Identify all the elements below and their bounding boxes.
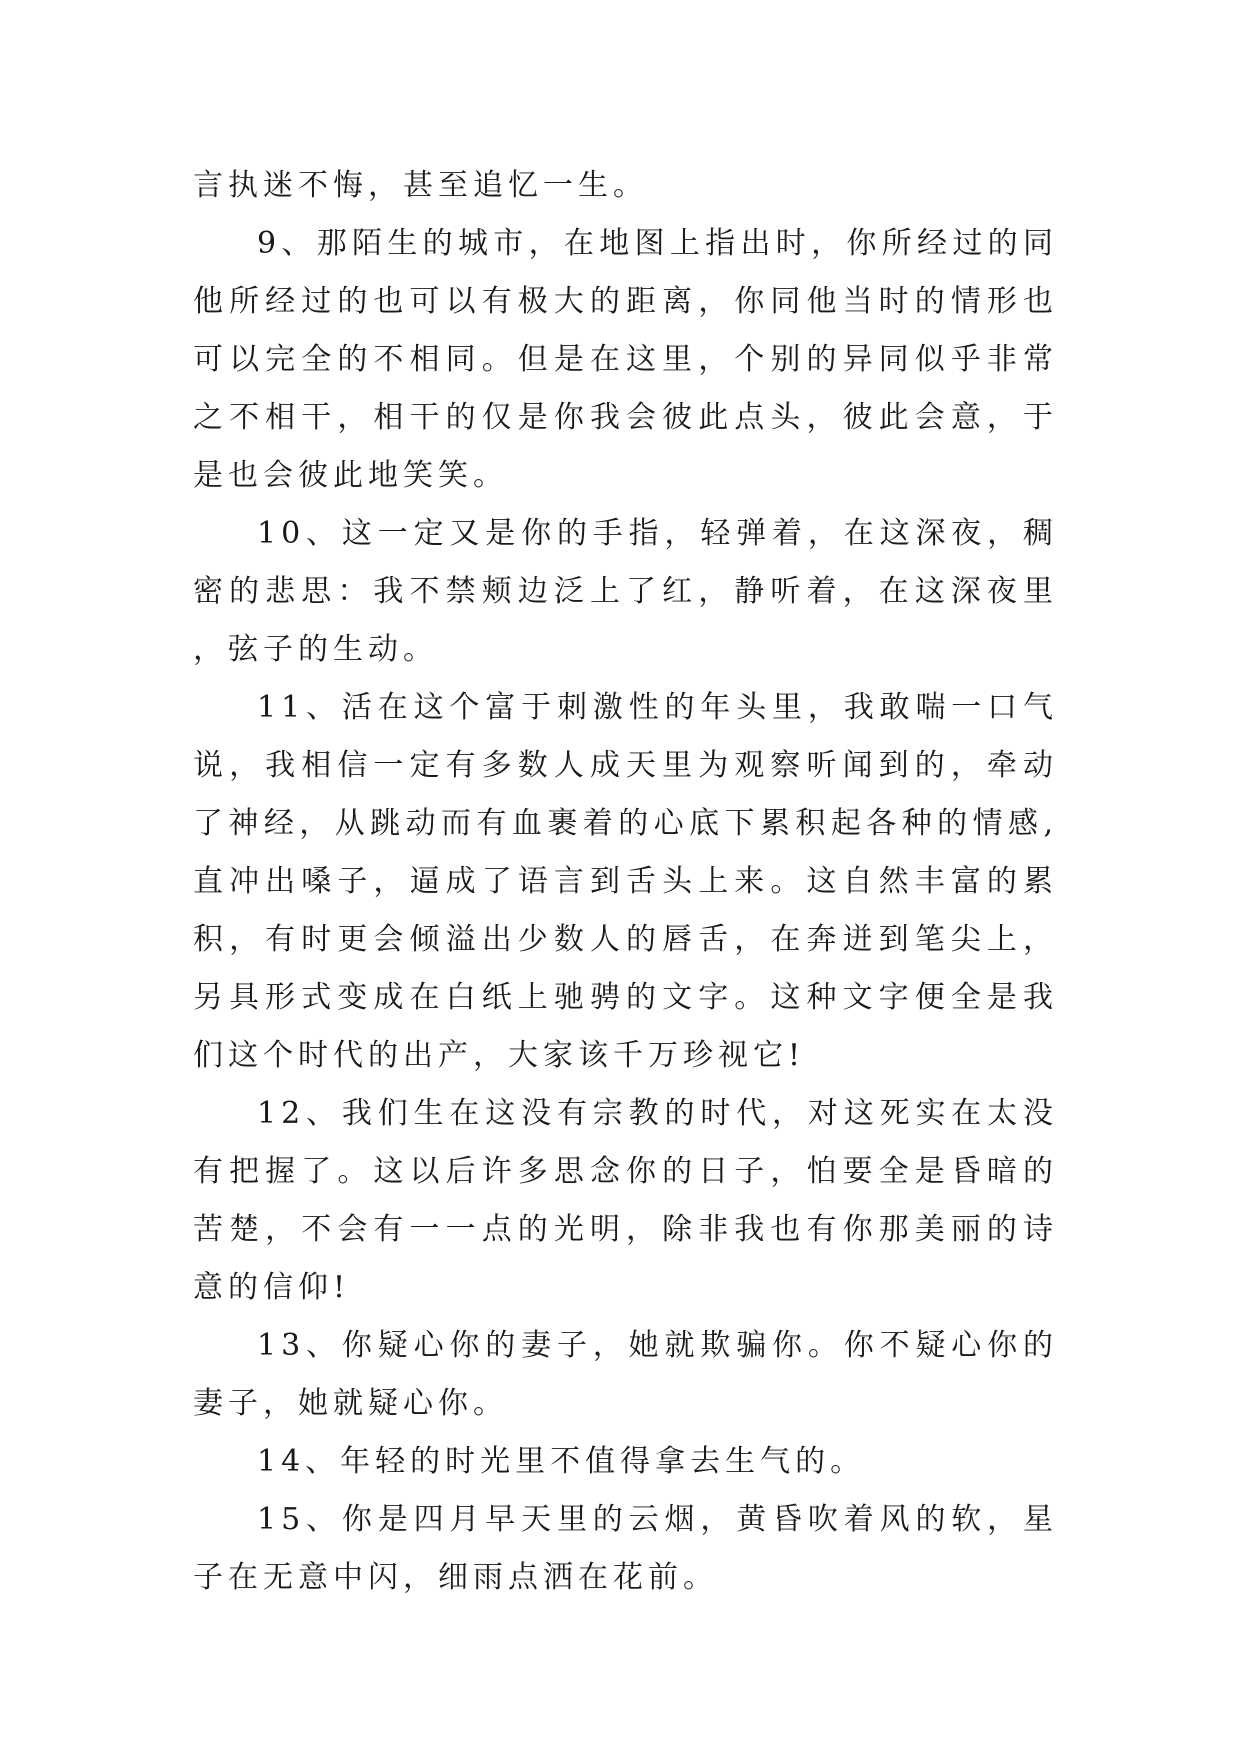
paragraph: 13、你疑心你的妻子，她就欺骗你。你不疑心你的妻子，她就疑心你。	[193, 1328, 1058, 1421]
paragraph: 11、活在这个富于刺激性的年头里，我敢喘一口气说，我相信一定有多数人成天里为观察听闻到的，牵动了神经，从跳动而有血裹着的心底下累积起各种的情感,直冲出嗓子，逼成了语言到舌头上来。这自然丰富的累积，有时更会倾溢出少数人的唇舌，在奔迸到笔尖上，另具形式变成在白纸上驰骋的文字。这种文字便全是我们这个时代的出产，大家该千万珍视它!	[193, 690, 1058, 1073]
paragraph: 10、这一定又是你的手指，轻弹着，在这深夜，稠密的悲思：我不禁颊边泛上了红，静听着，在这深夜里，弦子的生动。	[193, 516, 1058, 667]
paragraph: 15、你是四月早天里的云烟，黄昏吹着风的软，星子在无意中闪，细雨点洒在花前。	[193, 1502, 1058, 1595]
paragraph: 言执迷不悔，甚至追忆一生。	[193, 168, 648, 203]
paragraph: 9、那陌生的城市，在地图上指出时，你所经过的同他所经过的也可以有极大的距离，你同他当时的情形也可以完全的不相同。但是在这里，个别的异同似乎非常之不相干，相干的仅是你我会彼此点头，彼此会意，于是也会彼此地笑笑。	[193, 226, 1058, 493]
paragraph: 14、年轻的时光里不值得拿去生气的。	[257, 1444, 866, 1479]
paragraph: 12、我们生在这没有宗教的时代，对这死实在太没有把握了。这以后许多思念你的日子，怕要全是昏暗的苦楚，不会有一一点的光明，除非我也有你那美丽的诗意的信仰!	[193, 1096, 1058, 1305]
document-body	[193, 157, 1058, 1607]
